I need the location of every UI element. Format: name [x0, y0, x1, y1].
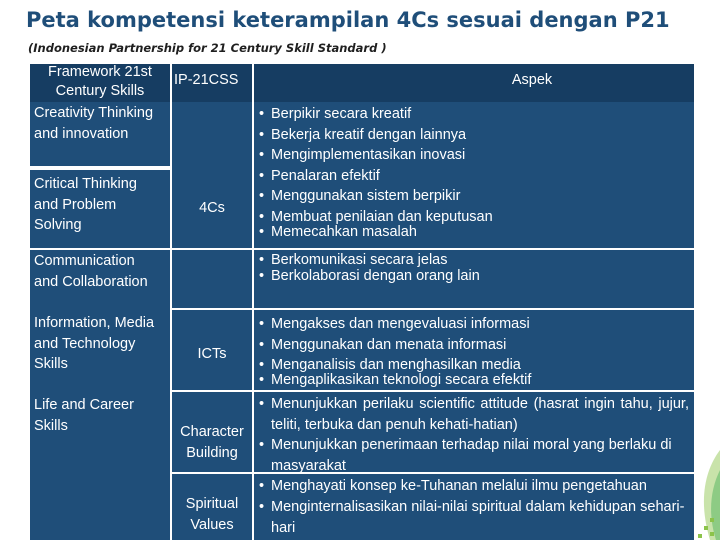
- aspect-item: • Mengaplikasikan teknologi secara efektif: [257, 370, 531, 391]
- aspect-item: • Mengakses dan mengevaluasi informasi: [257, 314, 531, 335]
- aspect-item: • Bekerja kreatif dengan lainnya: [257, 125, 493, 146]
- framework-header-cell: [30, 64, 170, 102]
- group-label-icts: ICTs: [197, 346, 227, 362]
- aspect-item: • Membuat penilaian dan keputusan: [257, 207, 493, 228]
- ip21css-header: IP-21CSS: [174, 72, 239, 88]
- aspect-item: • Menganalisis dan menghasilkan media: [257, 355, 531, 376]
- aspect-item: • Menunjukkan perilaku scientific attitude (hasrat ingin tahu, jujur, teliti, terbuka dan penuh kehati-hatian): [257, 394, 689, 435]
- aspect-item: • Berkomunikasi secara jelas: [257, 252, 480, 268]
- aspect-item: • Penalaran efektif: [257, 166, 493, 187]
- aspect-item: • Menginternalisasikan nilai-nilai spiritual dalam kehidupan sehari-hari: [257, 497, 689, 539]
- aspek-cell-character: [254, 392, 694, 472]
- aspek-header-cell: [254, 64, 694, 102]
- ip21css-cell-spiritual: [172, 474, 252, 540]
- framework-item-creativity: Creativity Thinking and innovation: [34, 105, 154, 142]
- page-title: Peta kompetensi keterampilan 4Cs sesuai dengan P21: [26, 8, 670, 32]
- group-label-character: Character Building: [180, 424, 244, 461]
- group-label-spiritual: Spiritual Values: [185, 496, 239, 533]
- aspect-item: • Mengimplementasikan inovasi: [257, 145, 493, 166]
- framework-cell-communication: [30, 250, 170, 540]
- ip21css-header-cell: [172, 64, 252, 102]
- aspect-item: • Menghayati konsep ke-Tuhanan melalui ilmu pengetahuan: [257, 476, 689, 497]
- framework-item-critical: Critical Thinking and Problem Solving: [34, 176, 137, 233]
- framework-cell-creativity: [30, 102, 170, 166]
- aspect-list-communication: [257, 252, 480, 284]
- aspek-cell-communication: [254, 250, 694, 308]
- aspect-item: • Memecahkan masalah: [257, 222, 493, 243]
- page-subtitle: (Indonesian Partnership for 21 Century Skill Standard ): [28, 41, 387, 55]
- aspect-item: • Berkolaborasi dengan orang lain: [257, 268, 480, 284]
- aspect-list-icts: [257, 314, 531, 390]
- aspek-header: Aspek: [511, 72, 553, 88]
- framework-item-information: Information, Media and Technology Skills: [34, 315, 155, 372]
- aspect-list-spiritual: [257, 476, 689, 539]
- framework-item-life-career: Life and Career Skills: [34, 397, 134, 434]
- aspek-cell-icts: [254, 310, 694, 390]
- aspect-item: • Menunjukkan penerimaan terhadap nilai moral yang berlaku di masyarakat: [257, 435, 689, 476]
- aspek-cell-4cs: [254, 102, 694, 248]
- framework-cell-critical: [30, 170, 170, 248]
- corner-decoration: [680, 440, 720, 540]
- framework-item-communication: Communication and Collaboration: [34, 253, 148, 290]
- ip21css-cell-character: [172, 392, 252, 472]
- ip21css-cell-4cs: [172, 102, 252, 248]
- group-label-4cs: 4Cs: [199, 200, 225, 216]
- aspect-item: • Berpikir secara kreatif: [257, 104, 493, 125]
- framework-header: Framework 21st Century Skills: [48, 64, 152, 99]
- aspect-item: • Menggunakan dan menata informasi: [257, 335, 531, 356]
- ip21css-cell-communication: [172, 250, 252, 308]
- aspect-item: • Menggunakan sistem berpikir: [257, 186, 493, 207]
- aspect-list-character: [257, 394, 689, 476]
- ip21css-cell-icts: [172, 310, 252, 390]
- aspect-list-4cs: [257, 104, 493, 242]
- aspek-cell-spiritual: [254, 474, 694, 540]
